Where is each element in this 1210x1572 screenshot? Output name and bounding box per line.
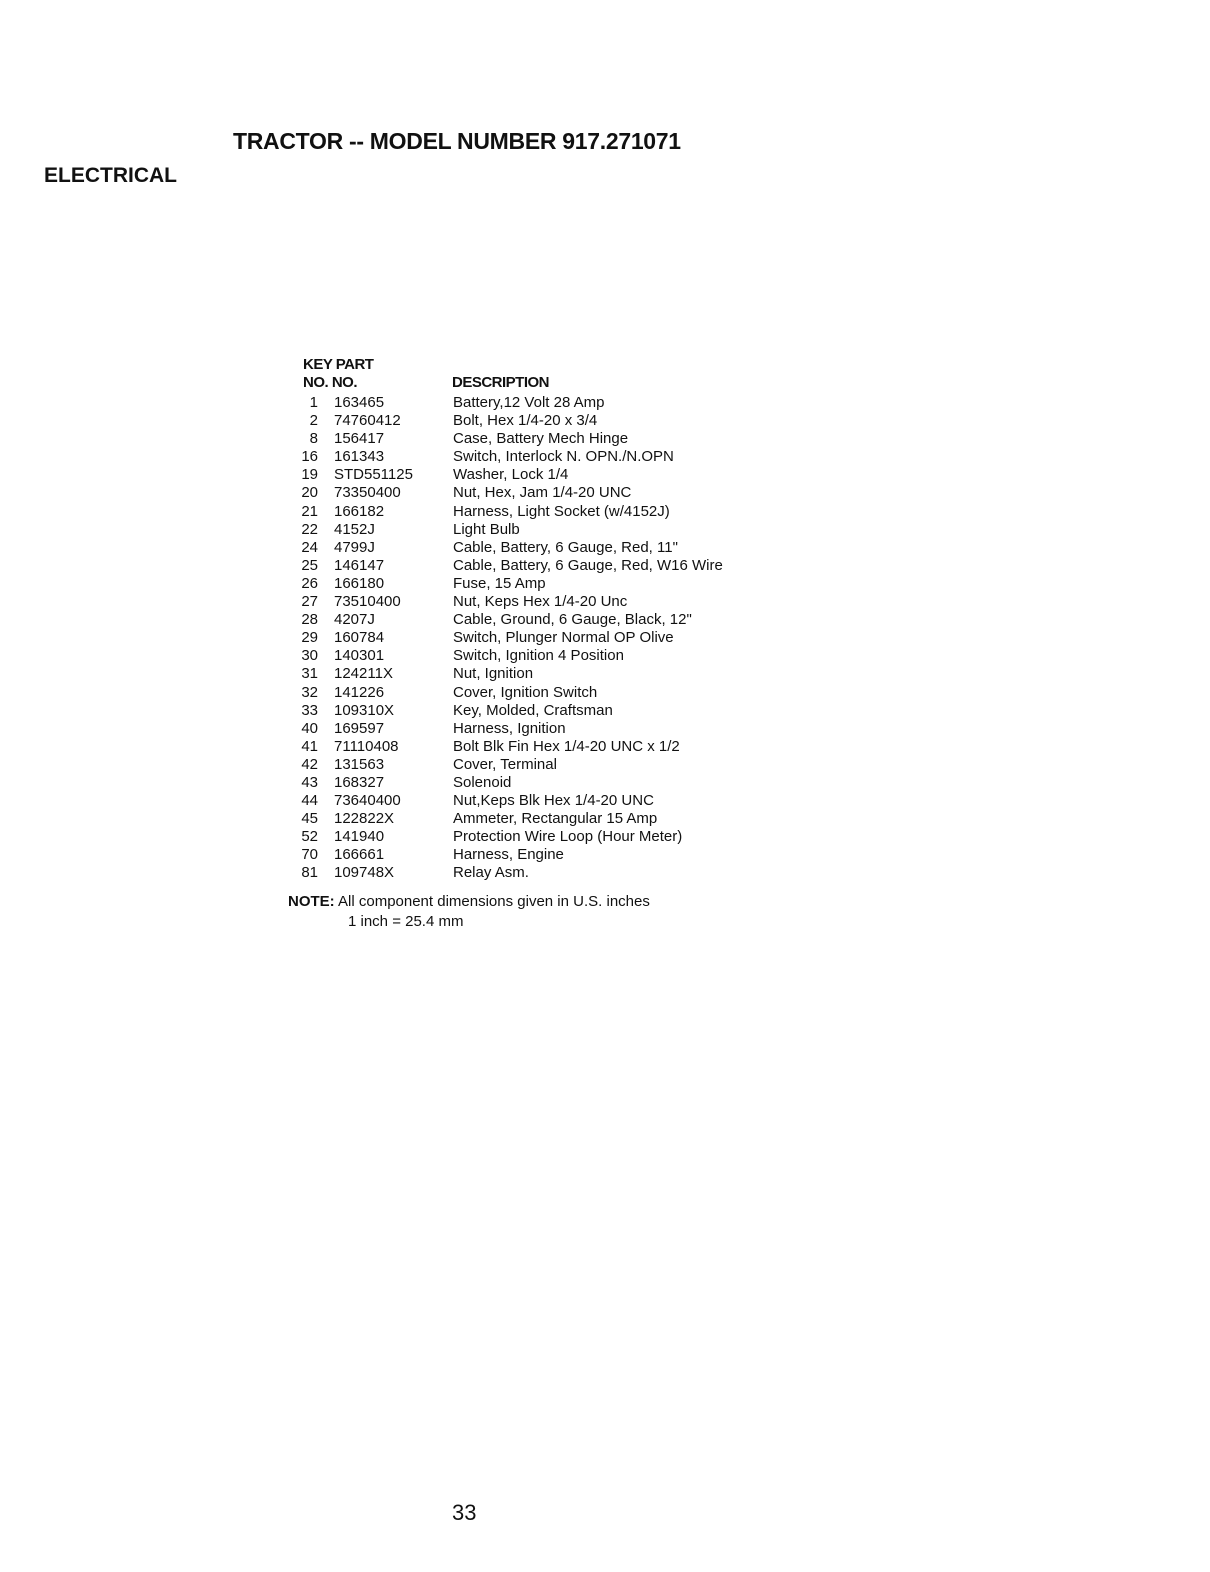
part-number: 166180 <box>334 574 385 592</box>
key-number: 20 <box>301 484 318 502</box>
table-row <box>288 593 788 611</box>
key-number: 1 <box>309 394 318 411</box>
part-description: Light Bulb <box>453 520 520 538</box>
key-number: 42 <box>301 755 318 773</box>
note-text: All component dimensions given in U.S. inches <box>338 893 650 910</box>
part-number: 71110408 <box>334 737 399 755</box>
part-description: Bolt Blk Fin Hex 1/4-20 UNC x 1/2 <box>453 737 680 755</box>
part-number: 160784 <box>334 629 385 647</box>
key-number: 29 <box>301 629 318 647</box>
table-row <box>288 539 788 557</box>
key-number: 45 <box>301 810 318 828</box>
part-description: Switch, Interlock N. OPN./N.OPN <box>453 448 674 466</box>
note-conversion: 1 inch = 25.4 mm <box>348 913 464 930</box>
key-number: 31 <box>301 665 318 683</box>
part-description: Cable, Battery, 6 Gauge, Red, W16 Wire <box>453 556 723 574</box>
table-row <box>288 738 788 756</box>
note-label: NOTE: <box>288 893 335 910</box>
table-body <box>288 394 788 883</box>
part-description: Nut, Hex, Jam 1/4-20 UNC <box>453 484 632 502</box>
table-row <box>288 521 788 539</box>
part-number: 141940 <box>334 828 385 846</box>
document-title: TRACTOR -- MODEL NUMBER 917.271071 <box>233 128 681 154</box>
part-description: Battery,12 Volt 28 Amp <box>453 394 605 411</box>
part-description: Nut, Keps Hex 1/4-20 Unc <box>453 593 628 611</box>
part-description: Switch, Plunger Normal OP Olive <box>453 629 674 647</box>
part-number: 122822X <box>334 810 395 828</box>
part-description: Ammeter, Rectangular 15 Amp <box>453 810 658 828</box>
table-row <box>288 484 788 502</box>
key-number: 43 <box>301 773 318 791</box>
key-number: 32 <box>301 683 318 701</box>
table-row <box>288 864 788 882</box>
table-row <box>288 810 788 828</box>
part-number: 109748X <box>334 864 395 882</box>
part-number: 73510400 <box>334 593 401 611</box>
key-number: 2 <box>309 412 318 430</box>
part-number: 168327 <box>334 773 385 791</box>
key-number: 40 <box>301 719 318 737</box>
part-number: 74760412 <box>334 412 401 430</box>
part-description: Harness, Ignition <box>453 719 566 737</box>
table-row <box>288 756 788 774</box>
part-number: 169597 <box>334 719 385 737</box>
part-description: Nut, Ignition <box>453 665 534 683</box>
part-number: 163465 <box>334 394 385 411</box>
part-number: 141226 <box>334 683 385 701</box>
part-description: Cable, Ground, 6 Gauge, Black, 12" <box>453 611 692 629</box>
part-description: Harness, Light Socket (w/4152J) <box>453 502 670 520</box>
table-row <box>288 774 788 792</box>
table-row <box>288 503 788 521</box>
part-description: Washer, Lock 1/4 <box>453 466 569 484</box>
part-number: 156417 <box>334 430 385 448</box>
part-description: Case, Battery Mech Hinge <box>453 430 629 448</box>
key-number: 21 <box>301 502 318 520</box>
table-row <box>288 466 788 484</box>
section-heading: ELECTRICAL <box>44 164 177 187</box>
header-no-no: NO. NO. <box>303 374 358 391</box>
part-number: STD551125 <box>334 466 413 484</box>
table-row <box>288 430 788 448</box>
key-number: 28 <box>301 611 318 629</box>
key-number: 22 <box>301 520 318 538</box>
key-number: 44 <box>301 792 318 810</box>
key-number: 16 <box>301 448 318 466</box>
part-number: 146147 <box>334 556 385 574</box>
table-header <box>288 356 788 394</box>
part-description: Key, Molded, Craftsman <box>453 701 613 719</box>
table-row <box>288 846 788 864</box>
part-description: Switch, Ignition 4 Position <box>453 647 624 665</box>
key-number: 19 <box>301 466 318 484</box>
part-description: Relay Asm. <box>453 864 529 882</box>
part-number: 73640400 <box>334 792 401 810</box>
table-row <box>288 720 788 738</box>
part-number: 166661 <box>334 846 385 864</box>
table-row <box>288 702 788 720</box>
key-number: 30 <box>301 647 318 665</box>
part-number: 73350400 <box>334 484 401 502</box>
part-description: Nut,Keps Blk Hex 1/4-20 UNC <box>453 792 654 810</box>
table-row <box>288 629 788 647</box>
part-description: Solenoid <box>453 773 512 791</box>
key-number: 8 <box>309 430 318 448</box>
header-description: DESCRIPTION <box>452 374 550 391</box>
key-number: 33 <box>301 701 318 719</box>
key-number: 24 <box>301 538 318 556</box>
parts-table <box>288 356 788 883</box>
table-row <box>288 448 788 466</box>
part-description: Harness, Engine <box>453 846 564 864</box>
key-number: 25 <box>301 556 318 574</box>
key-number: 70 <box>301 846 318 864</box>
page-number: 33 <box>452 1500 477 1525</box>
table-row <box>288 684 788 702</box>
part-number: 166182 <box>334 502 385 520</box>
table-row <box>288 611 788 629</box>
table-row <box>288 828 788 846</box>
part-number: 4207J <box>334 611 375 629</box>
key-number: 41 <box>301 737 318 755</box>
table-row <box>288 575 788 593</box>
part-description: Fuse, 15 Amp <box>453 574 546 592</box>
part-number: 4152J <box>334 520 375 538</box>
table-row <box>288 394 788 412</box>
part-description: Cover, Ignition Switch <box>453 683 598 701</box>
note <box>288 892 650 911</box>
part-number: 109310X <box>334 701 395 719</box>
part-number: 4799J <box>334 538 375 556</box>
part-description: Cover, Terminal <box>453 755 557 773</box>
table-row <box>288 647 788 665</box>
table-row <box>288 665 788 683</box>
part-description: Bolt, Hex 1/4-20 x 3/4 <box>453 412 598 430</box>
table-row <box>288 557 788 575</box>
key-number: 26 <box>301 574 318 592</box>
table-row <box>288 792 788 810</box>
part-description: Cable, Battery, 6 Gauge, Red, 11" <box>453 538 678 556</box>
header-key-part: KEY PART <box>303 356 374 373</box>
part-description: Protection Wire Loop (Hour Meter) <box>453 828 683 846</box>
part-number: 131563 <box>334 755 385 773</box>
key-number: 27 <box>301 593 318 611</box>
part-number: 124211X <box>334 665 393 683</box>
key-number: 52 <box>301 828 318 846</box>
part-number: 161343 <box>334 448 385 466</box>
table-row <box>288 412 788 430</box>
part-number: 140301 <box>334 647 385 665</box>
key-number: 81 <box>301 864 318 882</box>
